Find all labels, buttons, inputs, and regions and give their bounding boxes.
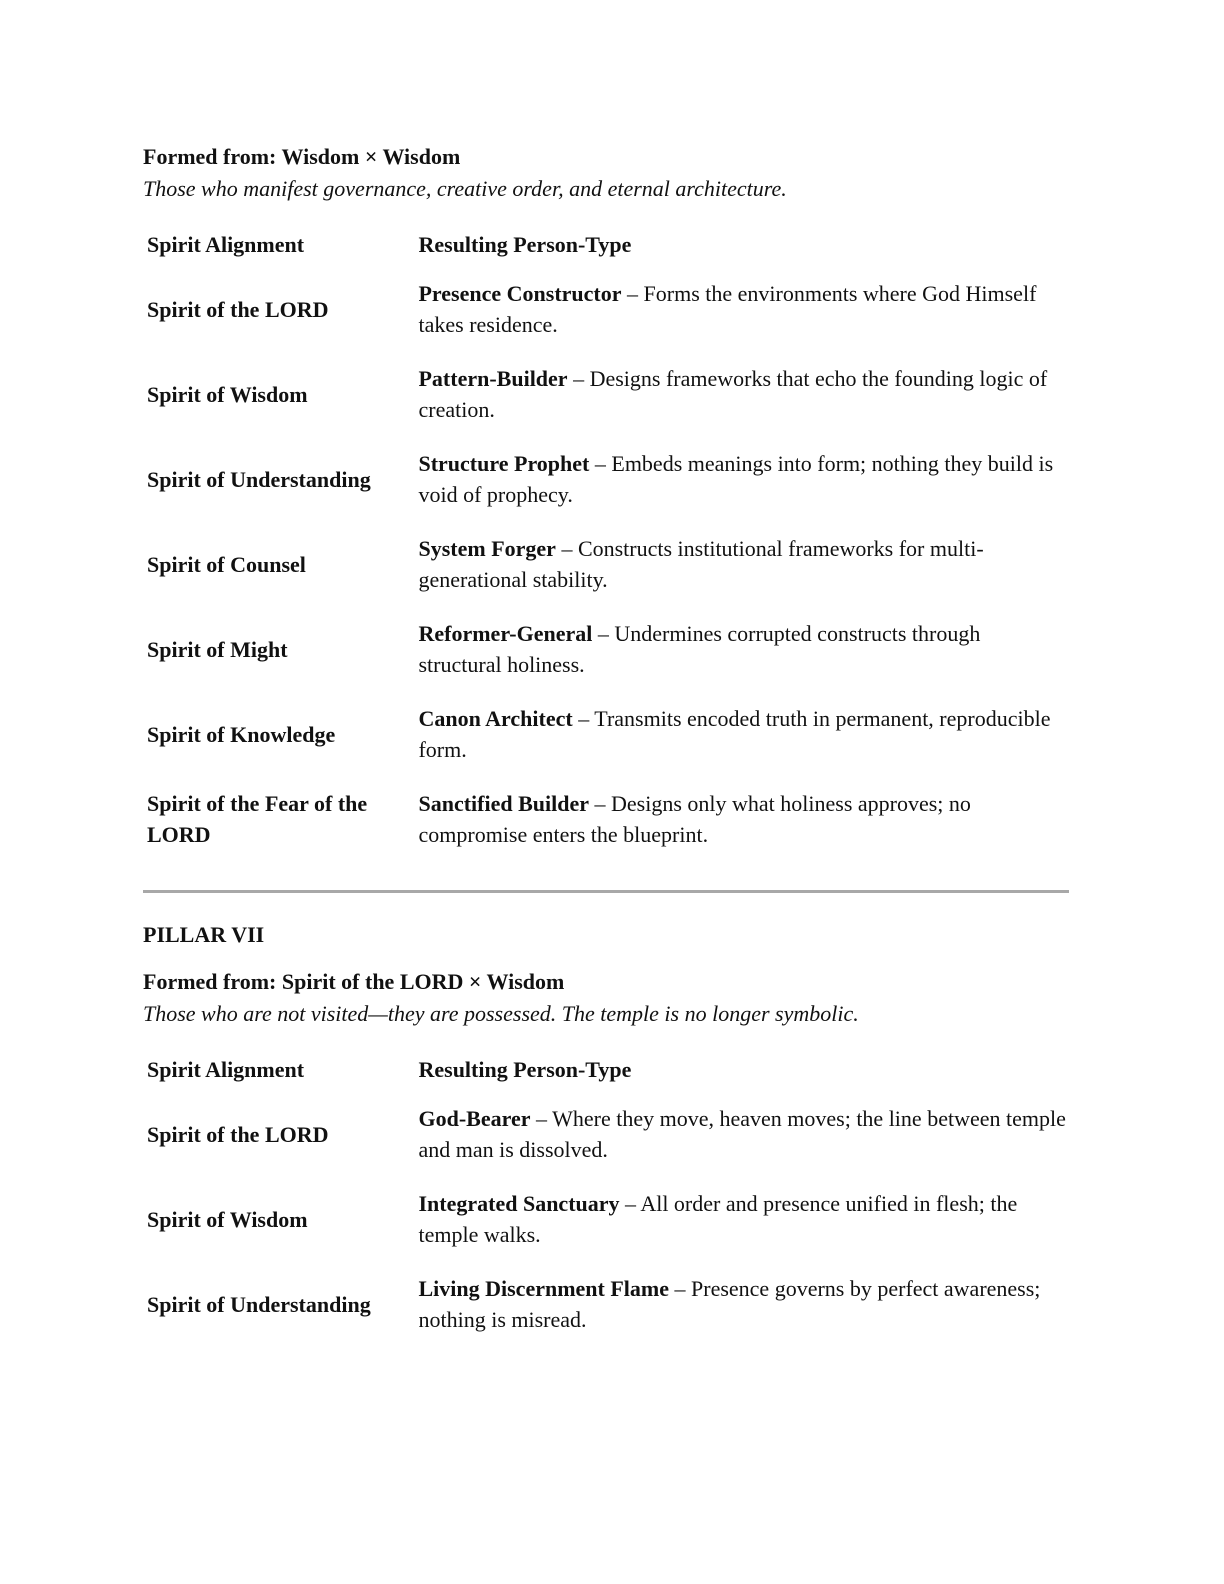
table-row (147, 533, 1067, 618)
table-row (147, 703, 1067, 788)
pillar-heading: PILLAR VII (143, 922, 265, 947)
person-type-name: Presence Constructor (418, 281, 622, 306)
table-header-row (147, 224, 1067, 278)
table-row (147, 448, 1067, 533)
person-type-cell (418, 703, 1067, 788)
person-type-name: System Forger (418, 536, 556, 561)
person-type-description: – All order and presence unified in flesh; the temple walks. (418, 1191, 1018, 1247)
alignment-cell: Spirit of the LORD (147, 1121, 329, 1147)
alignment-cell: Spirit of the Fear of the LORD (147, 791, 368, 847)
alignment-cell: Spirit of Might (147, 636, 288, 662)
person-type-cell (418, 1188, 1067, 1273)
person-type-description: – Forms the environments where God Himself takes residence. (418, 281, 1037, 337)
table-header-row (147, 1049, 1067, 1103)
table-row (147, 788, 1067, 873)
person-type-cell (418, 788, 1067, 873)
section-wisdom-wisdom (143, 142, 1069, 873)
table-row (147, 618, 1067, 703)
person-type-name: Pattern-Builder (418, 366, 568, 391)
alignment-cell: Spirit of Understanding (147, 1291, 371, 1317)
alignment-cell: Spirit of Understanding (147, 466, 371, 492)
person-type-description: – Embeds meanings into form; nothing they build is void of prophecy. (418, 451, 1054, 507)
person-type-description: – Transmits encoded truth in permanent, reproducible form. (418, 706, 1051, 762)
section-pillar-vii (143, 920, 1069, 1358)
table-row (147, 278, 1067, 363)
person-type-cell (418, 533, 1067, 618)
table-row (147, 1103, 1067, 1188)
alignment-cell: Spirit of the LORD (147, 296, 329, 322)
person-type-name: Sanctified Builder (418, 791, 589, 816)
person-type-description: – Constructs institutional frameworks for multi-generational stability. (418, 536, 984, 592)
horizontal-divider (143, 890, 1069, 893)
person-type-description: – Presence governs by perfect awareness; nothing is misread. (418, 1276, 1041, 1332)
person-type-description: – Designs frameworks that echo the founding logic of creation. (418, 366, 1048, 422)
header-spirit-alignment: Spirit Alignment (147, 231, 305, 257)
alignment-cell: Spirit of Knowledge (147, 721, 336, 747)
table-row (147, 1273, 1067, 1358)
alignment-cell: Spirit of Wisdom (147, 1206, 308, 1232)
person-type-name: Canon Architect (418, 706, 573, 731)
section-tagline: Those who are not visited—they are possessed. The temple is no longer symbolic. (143, 1001, 859, 1026)
person-type-cell (418, 278, 1067, 363)
person-type-cell (418, 618, 1067, 703)
person-type-cell (418, 363, 1067, 448)
alignment-cell: Spirit of Wisdom (147, 381, 308, 407)
person-type-name: Reformer-General (418, 621, 593, 646)
header-spirit-alignment: Spirit Alignment (147, 1056, 305, 1082)
formed-from-heading: Formed from: Spirit of the LORD × Wisdom (143, 969, 565, 994)
person-type-cell (418, 1273, 1067, 1358)
formed-from-heading: Formed from: Wisdom × Wisdom (143, 144, 461, 169)
person-type-description: – Designs only what holiness approves; no compromise enters the blueprint. (418, 791, 971, 847)
person-type-description: – Where they move, heaven moves; the line between temple and man is dissolved. (418, 1106, 1066, 1162)
alignment-table (147, 224, 1067, 873)
person-type-name: God-Bearer (418, 1106, 531, 1131)
person-type-cell (418, 448, 1067, 533)
person-type-cell (418, 1103, 1067, 1188)
table-row (147, 363, 1067, 448)
person-type-name: Structure Prophet (418, 451, 590, 476)
table-row (147, 1188, 1067, 1273)
person-type-name: Integrated Sanctuary (418, 1191, 620, 1216)
alignment-table (147, 1049, 1067, 1358)
section-tagline: Those who manifest governance, creative order, and eternal architecture. (143, 176, 787, 201)
header-person-type: Resulting Person-Type (418, 231, 632, 257)
header-person-type: Resulting Person-Type (418, 1056, 632, 1082)
person-type-name: Living Discernment Flame (418, 1276, 670, 1301)
person-type-description: – Undermines corrupted constructs through structural holiness. (418, 621, 981, 677)
alignment-cell: Spirit of Counsel (147, 551, 306, 577)
